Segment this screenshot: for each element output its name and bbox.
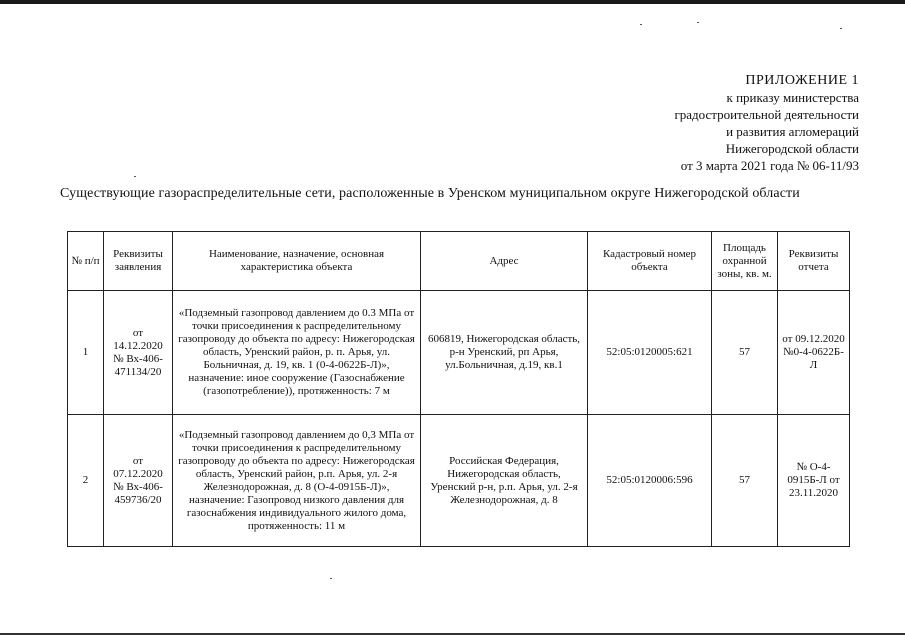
- appendix-line: градостроительной деятельности: [674, 107, 859, 122]
- scan-top-edge: [0, 0, 905, 4]
- cell-report: от 09.12.2020 №0-4-0622Б-Л: [778, 291, 850, 415]
- cell-report: № О-4-0915Б-Л от 23.11.2020: [778, 415, 850, 547]
- table-row: [68, 415, 850, 547]
- appendix-line: Нижегородской области: [725, 141, 859, 156]
- cell-area: 57: [712, 291, 778, 415]
- cell-number: 1: [68, 291, 104, 415]
- scan-speck: [134, 176, 136, 177]
- cell-number: 2: [68, 415, 104, 547]
- appendix-order-date: от 3 марта 2021 года № 06-11/93: [680, 158, 859, 173]
- appendix-line: и развития агломераций: [726, 124, 859, 139]
- scan-speck: [840, 28, 842, 29]
- scan-speck: [640, 24, 642, 25]
- header-application: Реквизиты заявления: [104, 232, 173, 291]
- cell-application: от 14.12.2020 № Вх-406-471134/20: [104, 291, 173, 415]
- table-header-row: [68, 232, 850, 291]
- header-number: № п/п: [68, 232, 104, 291]
- appendix-heading: ПРИЛОЖЕНИЕ 1: [745, 73, 859, 88]
- scan-speck: [330, 578, 332, 579]
- cell-address: 606819, Нижегородская область, р-н Уренский, рп Арья, ул.Больничная, д.19, кв.1: [421, 291, 588, 415]
- appendix-line: к приказу министерства: [726, 90, 859, 105]
- scan-bottom-edge: [0, 633, 905, 635]
- header-area: Площадь охранной зоны, кв. м.: [712, 232, 778, 291]
- gas-network-table: [67, 231, 850, 547]
- document-title: Существующие газораспределительные сети, расположенные в Уренском муниципальном округе Нижегородской области: [60, 186, 800, 201]
- cell-area: 57: [712, 415, 778, 547]
- cell-description: «Подземный газопровод давлением до 0,3 МПа от точки присоединения к распределительному газопроводу до объекта по адресу: Нижегородская область, Уренский район, р.п. Арья, ул. 2-я Железнодорожная, д. 8 (О-4-0915Б-Л)», назначение: Газопровод низкого давления для газоснабжения индивидуального жилого дома, протяженность: 11 м: [173, 415, 421, 547]
- cell-address: Российская Федерация, Нижегородская область, Уренский р-н, р.п. Арья, ул. 2-я Железнодорожная, д. 8: [421, 415, 588, 547]
- scan-speck: [697, 22, 699, 23]
- header-address: Адрес: [421, 232, 588, 291]
- cell-cadastral: 52:05:0120005:621: [588, 291, 712, 415]
- appendix-block: [674, 72, 859, 174]
- cell-application: от 07.12.2020 № Вх-406-459736/20: [104, 415, 173, 547]
- cell-cadastral: 52:05:0120006:596: [588, 415, 712, 547]
- header-cadastral: Кадастровый номер объекта: [588, 232, 712, 291]
- cell-description: «Подземный газопровод давлением до 0.3 МПа от точки присоединения к распределительному газопроводу до объекта по адресу: Нижегородская область, Уренский район, р. п. Арья, ул. Больничная, д. 19, кв. 1 (0-4-0622Б-Л)», назначение: иное сооружение (Газоснабжение (газопотребление)), протяженность: 7 м: [173, 291, 421, 415]
- table-row: [68, 291, 850, 415]
- header-description: Наименование, назначение, основная характеристика объекта: [173, 232, 421, 291]
- header-report: Реквизиты отчета: [778, 232, 850, 291]
